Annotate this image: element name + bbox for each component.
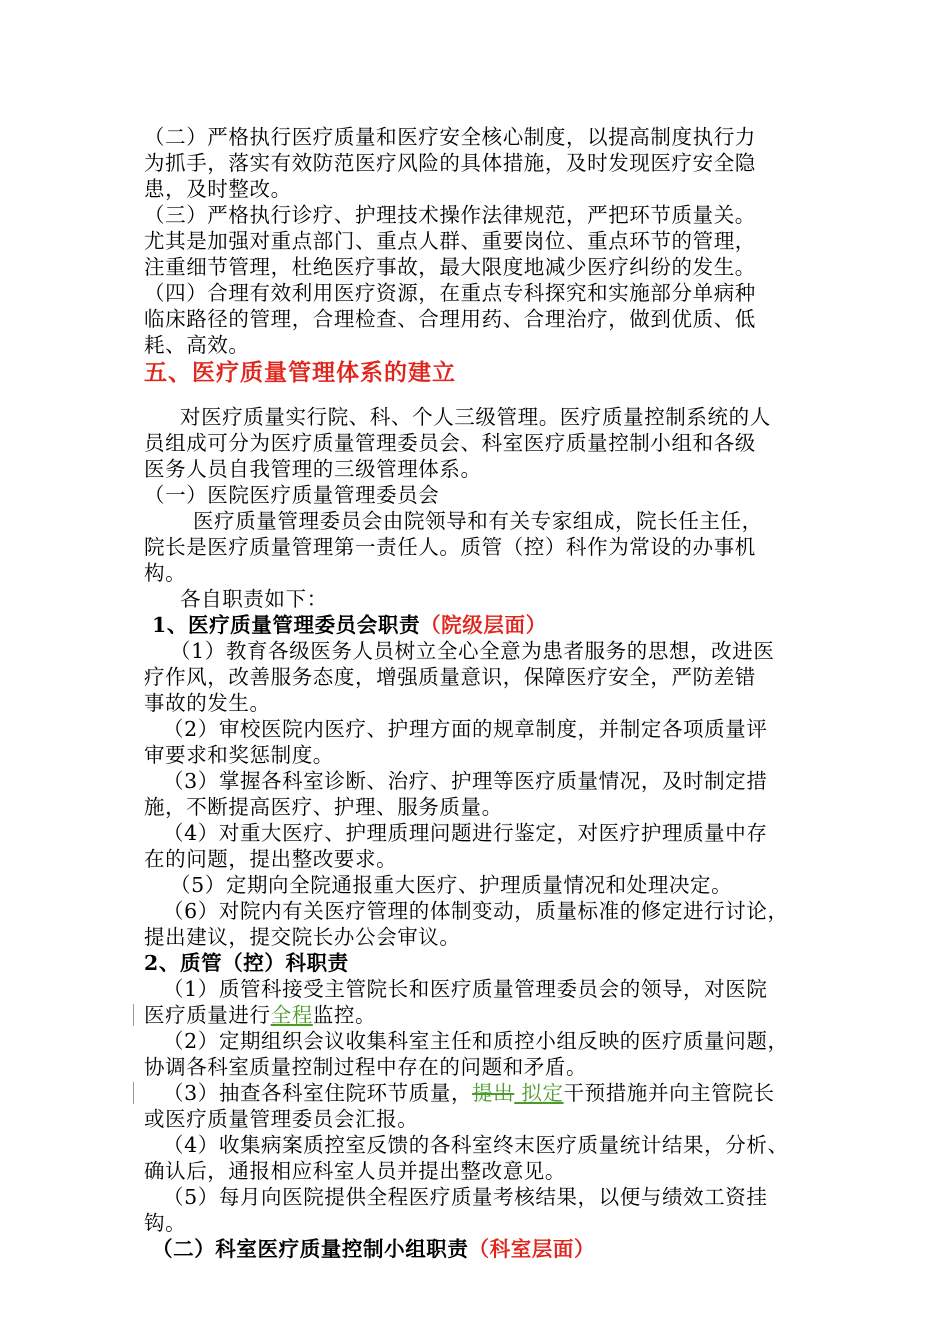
duty-level-tag: （科室层面） [468,1237,596,1261]
duty-title-text: 1、医疗质量管理委员会职责 [152,613,421,637]
inserted-text: 拟定 [514,1081,564,1105]
paragraph-line [163,1080,775,1106]
paragraph-line [144,1002,376,1028]
paragraph-line: 钩。 [144,1211,187,1235]
paragraph-line: 审要求和奖惩制度。 [144,743,334,767]
paragraph-line: （2）定期组织会议收集科室主任和质控小组反映的医疗质量问题， [163,1029,789,1053]
paragraph-line: 确认后，通报相应科室人员并提出整改意见。 [144,1159,566,1183]
deleted-text: 提出 [472,1081,515,1105]
duty-title: 2、质管（控）科职责 [144,951,349,975]
paragraph-line: （5）每月向医院提供全程医疗质量考核结果，以便与绩效工资挂 [163,1185,768,1209]
text-run: 监控。 [312,1003,377,1027]
paragraph-line: （三）严格执行诊疗、护理技术操作法律规范，严把环节质量关。 [144,203,756,227]
paragraph-line: 在的问题，提出整改要求。 [144,847,398,871]
revision-bar [133,1004,134,1026]
text-run: （3）抽查各科室住院环节质量， [163,1081,473,1105]
paragraph-line: 协调各科室质量控制过程中存在的问题和矛盾。 [144,1055,588,1079]
duty-title-text: （二）科室医疗质量控制小组职责 [152,1237,469,1261]
paragraph-line: 临床路径的管理，合理检查、合理用药、合理治疗，做到优质、低 [144,307,756,331]
paragraph-line: 注重细节管理，杜绝医疗事故，最大限度地减少医疗纠纷的发生。 [144,255,756,279]
duty-title [152,612,547,638]
duty-title [152,1236,595,1262]
paragraph-line: （4）对重大医疗、护理质理问题进行鉴定，对医疗护理质量中存 [163,821,768,845]
paragraph-line: 患，及时整改。 [144,177,292,201]
paragraph-line: （4）收集病案质控室反馈的各科室终末医疗质量统计结果，分析、 [163,1133,789,1157]
subsection-title: （一）医院医疗质量管理委员会 [144,483,440,507]
paragraph-line: （2）审校医院内医疗、护理方面的规章制度，并制定各项质量评 [163,717,768,741]
text-run: 医疗质量进行 [144,1003,271,1027]
paragraph-line: 耗、高效。 [144,333,250,357]
duty-level-tag: （院级层面） [420,613,547,637]
paragraph-line: （二）严格执行医疗质量和医疗安全核心制度，以提高制度执行力 [144,125,756,149]
paragraph-line: （5）定期向全院通报重大医疗、护理质量情况和处理决定。 [170,873,733,897]
paragraph-line: 事故的发生。 [144,691,271,715]
paragraph-line: 医务人员自我管理的三级管理体系。 [144,457,482,481]
paragraph-line: 施，不断提高医疗、护理、服务质量。 [144,795,503,819]
paragraph-line: 员组成可分为医疗质量管理委员会、科室医疗质量控制小组和各级 [144,431,756,455]
paragraph-line: 对医疗质量实行院、科、个人三级管理。医疗质量控制系统的人 [180,405,771,429]
paragraph-line: 院长是医疗质量管理第一责任人。质管（控）科作为常设的办事机 [144,535,756,559]
paragraph-line: （1）质管科接受主管院长和医疗质量管理委员会的领导，对医院 [163,977,768,1001]
paragraph-line: 提出建议，提交院长办公会审议。 [144,925,461,949]
revision-bar [133,1082,134,1104]
paragraph-line: （6）对院内有关医疗管理的体制变动，质量标准的修定进行讨论， [163,899,789,923]
paragraph-line: 疗作风，改善服务态度，增强质量意识，保障医疗安全，严防差错 [144,665,756,689]
paragraph-line: 各自职责如下： [180,587,328,611]
paragraph-line: 医疗质量管理委员会由院领导和有关专家组成，院长任主任， [193,509,763,533]
paragraph-line: 构。 [144,561,187,585]
paragraph-line: 为抓手，落实有效防范医疗风险的具体措施，及时发现医疗安全隐 [144,151,756,175]
section-heading: 五、医疗质量管理体系的建立 [144,359,456,386]
paragraph-line: （3）掌握各科室诊断、治疗、护理等医疗质量情况，及时制定措 [163,769,768,793]
paragraph-line: （1）教育各级医务人员树立全心全意为患者服务的思想，改进医 [170,639,775,663]
inserted-text: 全程 [270,1003,313,1027]
paragraph-line: 或医疗质量管理委员会汇报。 [144,1107,419,1131]
text-run: 干预措施并向主管院长 [563,1081,775,1105]
paragraph-line: 尤其是加强对重点部门、重点人群、重要岗位、重点环节的管理， [144,229,756,253]
paragraph-line: （四）合理有效利用医疗资源，在重点专科探究和实施部分单病种 [144,281,756,305]
